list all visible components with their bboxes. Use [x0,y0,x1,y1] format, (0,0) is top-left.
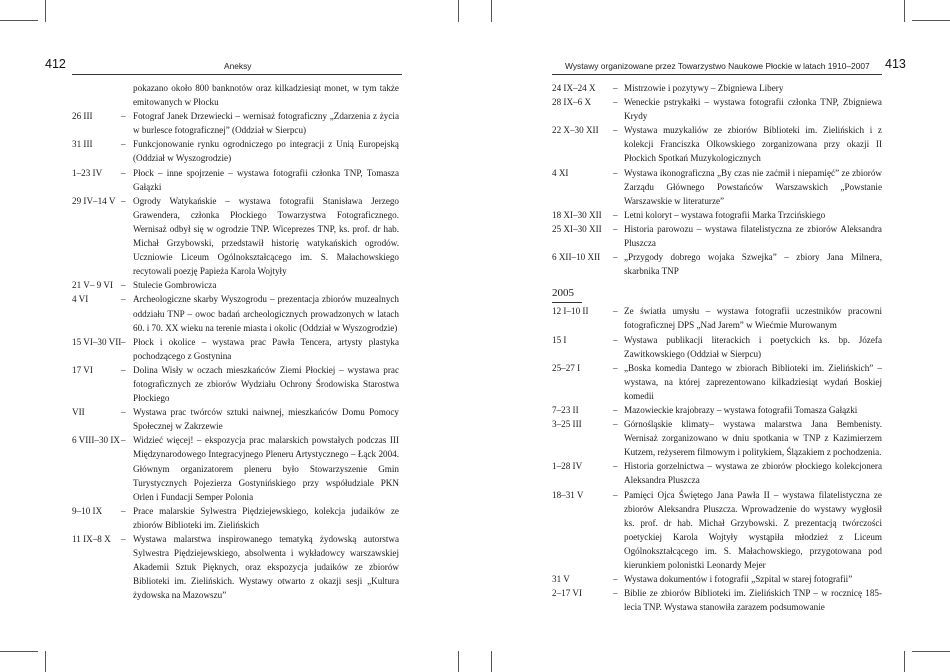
entry-text: Wystawa ikonograficzna „By czas nie zaćmił i niepamięć” ze zbiorów Zarządu Głównego Powstańców Warszawskich „Powstanie Warszawskie w literaturze” [624,167,882,206]
exhibition-entry [72,292,399,334]
entry-text: pokazano około 800 banknotów oraz kilkadziesiąt monet, w tym także emitowanych w Płocku [133,83,399,108]
entry-date: 31 III [72,139,93,150]
exhibition-entry [72,405,399,433]
exhibition-entry [552,208,882,222]
entry-date: 1–23 IV [72,167,103,178]
entry-text: Widzieć więcej! – ekspozycja prac malarskich powstałych podczas III Międzynarodowego Integracyjnego Pleneru Artystycznego – Łąck 2004. Głównym organizatorem pleneru było Stowarzyszenie Gmin Turystycznych Pojezierza Gostynińskiego przy współudziale PKN Orlen i Fundacji Semper Polonia [133,435,399,502]
exhibition-entry [552,222,882,250]
entry-date: 15 I [552,334,567,345]
exhibition-entry [552,304,882,332]
entry-dash: – [121,534,126,544]
entry-dash: – [613,334,618,345]
entry-date: 29 IV–14 V [72,195,116,206]
entry-dash: – [613,489,618,500]
entry-dash: – [613,419,618,430]
exhibition-entry [72,532,399,602]
entry-text: Stulecie Gombrowicza [133,280,217,291]
exhibition-entry [72,137,399,165]
entry-dash: – [121,167,126,178]
entry-date: 11 IX–8 X [72,534,111,544]
entry-dash: – [613,574,618,585]
entry-date: 18–31 V [552,489,584,500]
entry-dash: – [121,195,126,206]
header-rule [72,74,402,75]
entry-date: 6 XII–10 XII [552,252,601,263]
entry-date: 25–27 I [552,362,581,373]
entry-text: Funkcjonowanie rynku ogrodniczego po integracji z Unią Europejską (Oddział w Wyszogrodzie) [133,139,399,164]
running-head: Aneksy [224,61,252,71]
entry-text: Dolina Wisły w oczach mieszkańców Ziemi Płockiej – wystawa prac fotograficznych ze zbiorów Wydziału Ochrony Środowiska Starostwa Płockiego [133,364,399,404]
entry-text: Ogrody Watykańskie – wystawa fotografii Stanisława Jerzego Grawendera, członka Płockiego Towarzystwa Fotograficznego. Wernisaż odbył się w ogrodzie TNP. Wiceprezes TNP, ks. prof. dr hab. Michał Grzybowski, przedstawił historię watykańskich ogrodów. Uczniowie Liceum Ogólnokształcącego im. S. Małachowskiego recytowali poezję Papieża Karola Wojtyły [133,195,399,277]
entry-text: Letni koloryt – wystawa fotografii Marka Trzcińskiego [624,209,826,220]
exhibition-entry [72,109,399,137]
entry-dash: – [613,97,618,108]
exhibition-entry [72,363,399,405]
entry-text: Archeologiczne skarby Wyszogrodu – prezentacja zbiorów muzealnych oddziału TNP – owoc badań archeologicznych prowadzonych w latach 60. i 70. XX wieku na terenie miasta i okolic (Oddział w Wyszogrodzie) [133,294,399,333]
exhibition-entry [72,81,399,109]
exhibition-list [72,81,399,602]
entry-date: 4 XI [552,167,569,178]
exhibition-entry [72,194,399,279]
entry-dash: – [613,167,618,178]
entry-dash: – [121,280,126,291]
entry-dash: – [121,111,126,122]
entry-date: 7–23 II [552,404,579,415]
exhibition-entry [552,250,882,278]
entry-date: 15 VI–30 VII [72,336,122,347]
entry-date: 31 V [552,574,570,585]
entry-dash: – [613,83,618,93]
entry-text: Mazowieckie krajobrazy – wystawa fotografii Tomasza Gałązki [624,404,858,415]
exhibition-entry [552,572,882,586]
entry-text: Biblie ze zbiorów Biblioteki im. Zielińskich TNP – w rocznicę 185-lecia TNP. Wystawa stanowiła zarazem podsumowanie [624,588,882,613]
entry-dash: – [121,139,126,150]
entry-dash: – [121,364,126,375]
entry-text: Wystawa malarstwa inspirowanego tematyką żydowską autorstwa Sylwestra Piędziejewskiego, absolwenta i wykładowcy warszawskiej Akademii Sztuk Pięknych, oraz ekspozycja judaików ze zbiorów Biblioteki im. Zielińskich. Wystawy otwarto z okazji sesji „Kultura żydowska na Mazowszu” [133,534,399,601]
entry-dash: – [613,252,618,263]
entry-dash: – [613,404,618,415]
entry-dash: – [121,336,126,347]
entry-dash: – [613,125,618,136]
exhibition-entry [552,95,882,123]
exhibition-entry [72,504,399,532]
entry-date: 1–28 IV [552,461,583,472]
entry-text: Płock – inne spojrzenie – wystawa fotografii członka TNP, Tomasza Gałązki [133,167,399,192]
exhibition-entry [552,586,882,614]
entry-dash: – [613,461,618,472]
entry-date: 18 XI–30 XII [552,209,602,220]
entry-date: 2–17 VI [552,588,582,599]
right-page [475,0,950,672]
entry-date: 28 IX–6 X [552,97,592,108]
entry-text: Górnośląskie klimaty– wystawa malarstwa Jana Bembenisty. Wernisaż zorganizowano w dniu spotkania w TNP z Kazimierzem Kutzem, reżyserem filmowym i politykiem, Ślązakiem z pochodzenia. [624,419,882,458]
exhibition-list [552,81,882,614]
entry-text: Historia parowozu – wystawa filatelistyczna ze zbiorów Aleksandra Pluszcza [624,223,882,249]
page-number: 412 [45,57,66,71]
entry-date: 12 I–10 II [552,306,589,317]
running-head: Wystawy organizowane przez Towarzystwo Naukowe Płockie w latach 1910–2007 [565,61,870,71]
entry-text: Wystawa prac twórców sztuki naiwnej, mieszkańców Domu Pomocy Społecznej w Zakrzewie [133,407,399,432]
entry-text: Płock i okolice – wystawa prac Pawła Tencera, artysty plastyka pochodzącego z Gostynina [133,336,399,361]
entry-dash: – [613,209,618,220]
entry-dash: – [121,294,126,305]
entry-dash: – [121,435,126,446]
entry-dash: – [121,407,126,418]
entry-text: Pamięci Ojca Świętego Jana Pawła II – wystawa filatelistyczna ze zbiorów Aleksandra Pluszcza. Wprowadzenie do wystawy wygłosił ks. prof. dr hab. Michał Grzybowski. Z prezentacją twórczości poetyckiej Karola Wojtyły wystąpiła młodzież z Liceum Ogólnokształcącego im. S. Małachowskiego, przygotowana pod kierunkiem polonistki Leonardy Mejer [624,489,882,570]
header-rule [552,74,882,75]
entry-text: „Boska komedia Dantego w zbiorach Biblioteki im. Zielińskich” – wystawa, na której zaprezentowano kilkadziesiąt wydań Boskiej komedii [624,362,882,401]
entry-date: 4 VI [72,294,89,305]
entry-date: 17 VI [72,364,93,375]
exhibition-entry [72,166,399,194]
entry-text: Wystawa dokumentów i fotografii „Szpital w starej fotografii” [624,574,853,585]
exhibition-entry [552,166,882,208]
entry-date: VII [72,407,85,418]
exhibition-entry [552,459,882,487]
page-number: 413 [885,57,906,71]
exhibition-entry [72,335,399,363]
exhibition-entry [552,81,882,95]
entry-text: Historia gorzelnictwa – wystawa ze zbiorów płockiego kolekcjonera Aleksandra Pluszcza [624,461,882,486]
entry-text: Mistrzowie i pozytywy – Zbigniewa Libery [624,83,784,93]
year-heading: 2005 [552,286,582,303]
entry-date: 24 IX–24 X [552,83,596,93]
entry-dash: – [613,306,618,317]
entry-text: Prace malarskie Sylwestra Piędziejewskiego, kolekcja judaików ze zbiorów Biblioteki im. Zielińskich [133,505,399,530]
entry-text: Weneckie pstrykałki – wystawa fotografii członka TNP, Zbigniewa Krydy [624,97,882,122]
entry-text: Wystawa publikacji literackich i poetyckich ks. bp. Józefa Zawitkowskiego (Oddział w Sierpcu) [624,334,882,359]
entry-date: 9–10 IX [72,505,103,516]
entry-date: 6 VIII–30 IX [72,435,120,446]
entry-date: 26 III [72,111,93,122]
exhibition-entry [552,333,882,361]
entry-text: „Przygody dobrego wojaka Szwejka” – zbiory Jana Milnera, skarbnika TNP [624,252,882,277]
exhibition-entry [552,488,882,573]
entry-dash: – [121,505,126,516]
entry-dash: – [613,362,618,373]
entry-text: Fotograf Janek Drzewiecki – wernisaż fotograficzny „Zdarzenia z życia w burlesce fotograficznej” (Oddział w Sierpcu) [133,111,399,136]
exhibition-entry [72,278,399,292]
exhibition-entry [552,361,882,403]
entry-date: 25 XI–30 XII [552,223,602,234]
exhibition-entry [552,417,882,459]
entry-date: 22 X–30 XII [552,125,599,136]
entry-text: Ze światła umysłu – wystawa fotografii uczestników pracowni fotograficznej DPS „Nad Jarem” w Wiećmie Murowanym [624,306,882,331]
exhibition-entry [72,433,399,503]
entry-date: 21 V– 9 VI [72,280,113,291]
entry-dash: – [613,223,618,234]
entry-text: Wystawa muzykaliów ze zbiorów Biblioteki im. Zielińskich i z kolekcji Franciszka Olkowskiego zorganizowana przy okazji II Płockich Spotkań Muzykologicznych [624,125,882,164]
exhibition-entry [552,403,882,417]
entry-dash: – [613,588,618,599]
exhibition-entry [552,123,882,165]
entry-date: 3–25 III [552,419,582,430]
